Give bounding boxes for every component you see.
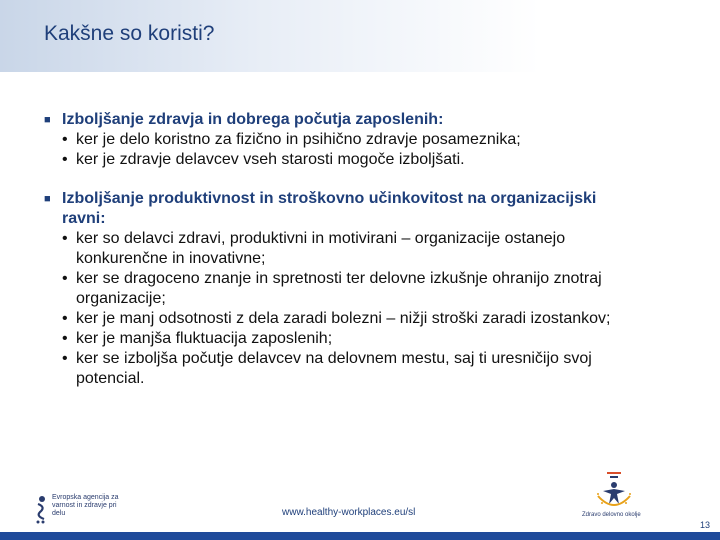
square-bullet-icon: ■ [44, 193, 51, 205]
list-item: • ker je delo koristno za fizično in psihično zdravje posameznika; [62, 131, 521, 148]
slide-title: Kakšne so koristi? [44, 22, 215, 45]
section-heading: Izboljšanje zdravja in dobrega počutja zaposlenih: [62, 111, 444, 128]
square-bullet-icon: ■ [44, 114, 51, 126]
eu-osha-mark-icon [34, 494, 50, 524]
list-item: • ker je manj odsotnosti z dela zaradi bolezni – nižji stroški zaradi izostankov; [62, 310, 611, 327]
healthy-workplaces-logo [584, 470, 644, 520]
list-item: • ker je zdravje delavcev vseh starosti mogoče izboljšati. [62, 151, 465, 168]
page-number: 13 [700, 520, 711, 530]
healthy-workplaces-caption: Zdravo delovno okolje [582, 512, 641, 518]
bullet-dot-icon: • [62, 330, 68, 347]
bullet-dot-icon: • [62, 230, 68, 247]
bullet-dot-icon: • [62, 350, 68, 367]
bottom-bar [0, 532, 720, 540]
list-item: • ker so delavci zdravi, produktivni in motivirani – organizacije ostanejo konkurenčne in inovativne; [62, 230, 566, 267]
bullet-dot-icon: • [62, 310, 68, 327]
eu-osha-logo-text: Evropska agencija za varnost in zdravje pri delu [52, 494, 119, 517]
slide-content [44, 110, 614, 408]
list-item: • ker se dragoceno znanje in spretnosti ter delovne izkušnje ohranijo znotraj organizacije; [62, 270, 602, 307]
footer-url: www.healthy-workplaces.eu/sl [282, 507, 416, 518]
section-productivity [44, 189, 614, 389]
bullet-dot-icon: • [62, 270, 68, 287]
bullet-dot-icon: • [62, 131, 68, 148]
bullet-list [62, 130, 614, 170]
campaign-figure-icon [584, 470, 644, 512]
list-item: • ker se izboljša počutje delavcev na delovnem mestu, saj ti uresničijo svoj potencial. [62, 350, 592, 387]
bullet-dot-icon: • [62, 151, 68, 168]
bullet-list [62, 229, 614, 389]
section-health [44, 110, 614, 170]
section-heading: Izboljšanje produktivnost in stroškovno učinkovitost na organizacijski ravni: [62, 190, 597, 227]
eu-osha-logo [34, 494, 124, 528]
list-item: • ker je manjša fluktuacija zaposlenih; [62, 330, 333, 347]
